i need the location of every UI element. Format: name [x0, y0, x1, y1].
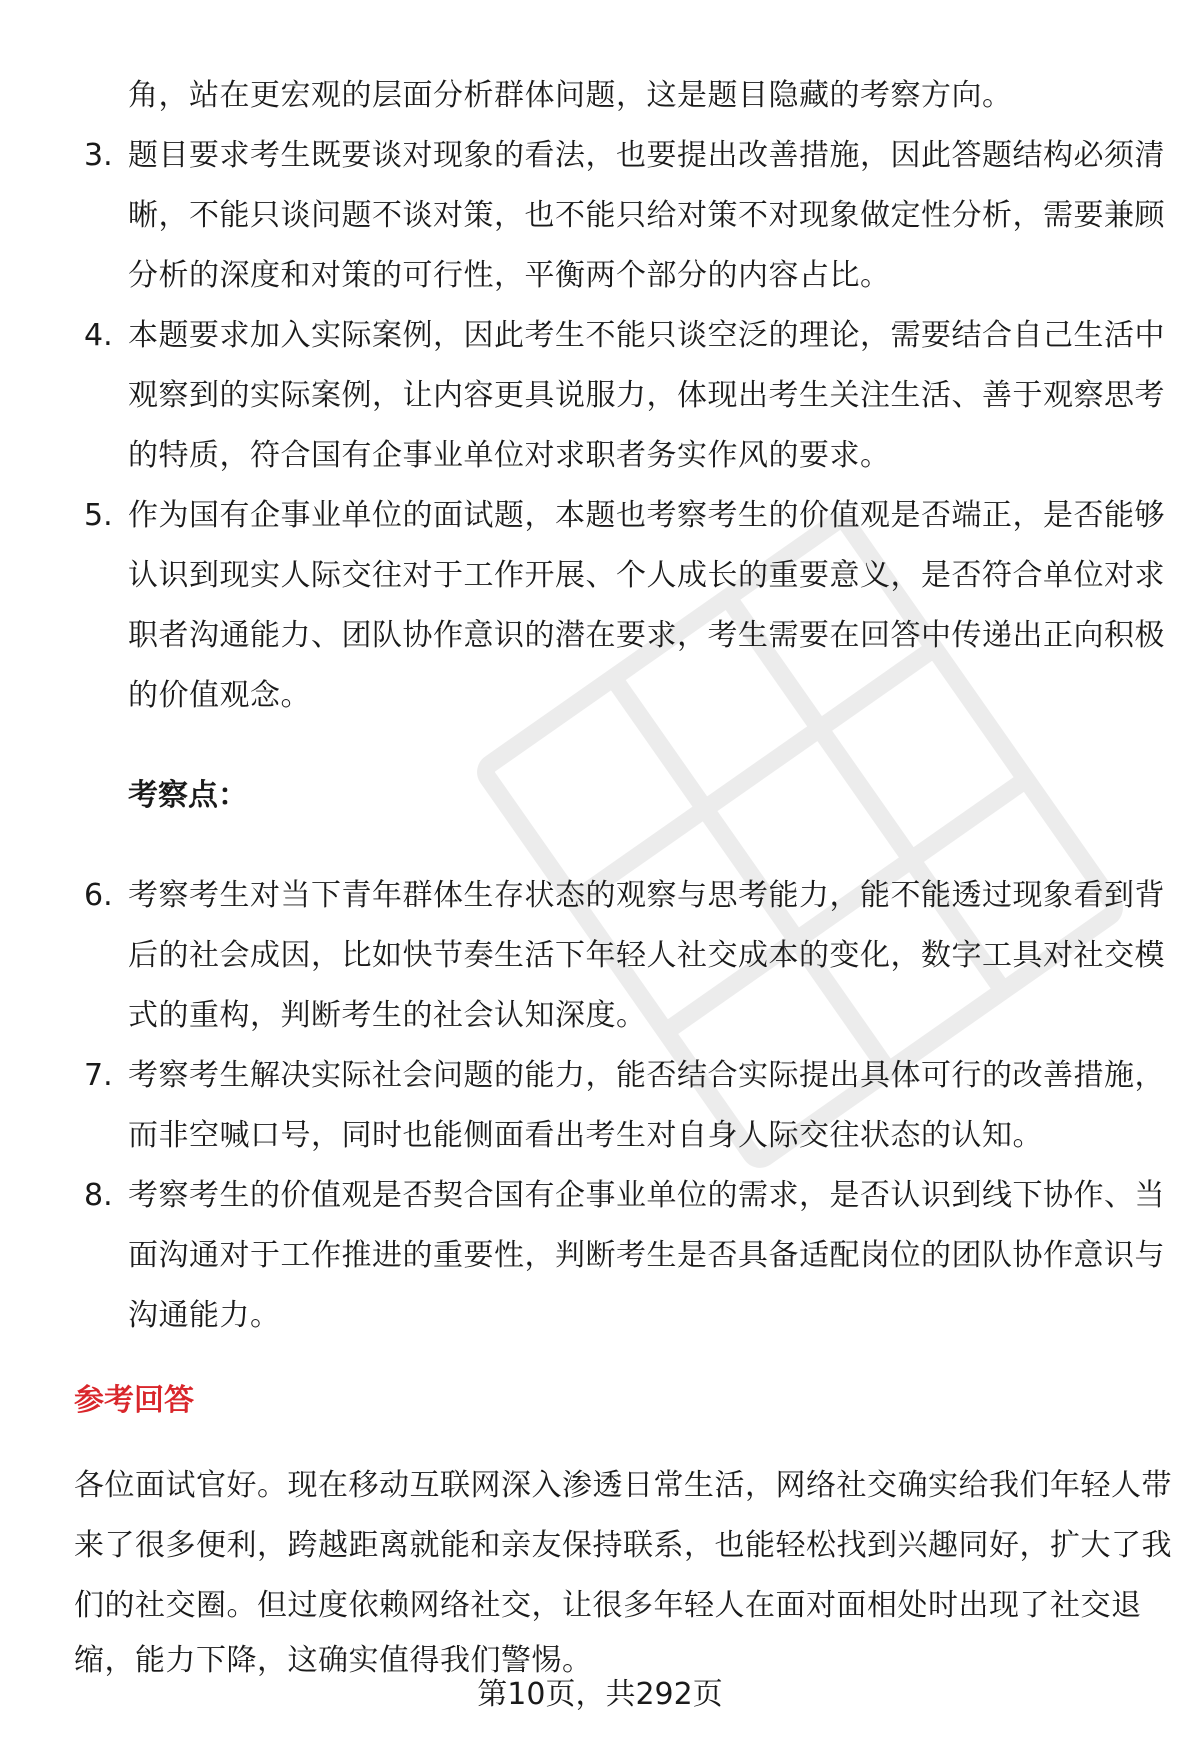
list-item-line: 晰，不能只谈问题不谈对策，也不能只给对策不对现象做定性分析，需要兼顾 — [128, 198, 1165, 233]
list-item-line: 考察考生对当下青年群体生存状态的观察与思考能力，能不能透过现象看到背 — [128, 878, 1165, 913]
page-footer: 第10页，共292页 — [477, 1677, 723, 1712]
list-item-line: 式的重构，判断考生的社会认知深度。 — [128, 998, 647, 1033]
list-item-line: 的价值观念。 — [128, 678, 311, 713]
list-item-line: 观察到的实际案例，让内容更具说服力，体现出考生关注生活、善于观察思考 — [128, 378, 1165, 413]
list-number: 8. — [84, 1178, 113, 1213]
list-item-line: 认识到现实人际交往对于工作开展、个人成长的重要意义，是否符合单位对求 — [128, 558, 1165, 593]
list-item-line: 考察考生解决实际社会问题的能力，能否结合实际提出具体可行的改善措施， — [128, 1058, 1165, 1093]
list-item-line: 而非空喊口号，同时也能侧面看出考生对自身人际交往状态的认知。 — [128, 1118, 1043, 1153]
list-number: 7. — [84, 1058, 113, 1093]
section-heading-points: 考察点： — [128, 778, 248, 813]
list-number: 3. — [84, 138, 113, 173]
list-item-line: 沟通能力。 — [128, 1298, 281, 1333]
list-number: 5. — [84, 498, 113, 533]
list-item-line: 本题要求加入实际案例，因此考生不能只谈空泛的理论，需要结合自己生活中 — [128, 318, 1165, 353]
list-item-line: 考察考生的价值观是否契合国有企事业单位的需求，是否认识到线下协作、当 — [128, 1178, 1165, 1213]
list-item-line: 的特质，符合国有企事业单位对求职者务实作风的要求。 — [128, 438, 891, 473]
answer-line: 各位面试官好。现在移动互联网深入渗透日常生活，网络社交确实给我们年轻人带 — [74, 1468, 1172, 1503]
list-item-line: 题目要求考生既要谈对现象的看法，也要提出改善措施，因此答题结构必须清 — [128, 138, 1165, 173]
list-item-line: 分析的深度和对策的可行性，平衡两个部分的内容占比。 — [128, 258, 891, 293]
list-item-line: 后的社会成因，比如快节奏生活下年轻人社交成本的变化，数字工具对社交模 — [128, 938, 1165, 973]
list-number: 6. — [84, 878, 113, 913]
list-number: 4. — [84, 318, 113, 353]
section-heading-answer: 参考回答 — [74, 1383, 194, 1418]
answer-line: 缩，能力下降，这确实值得我们警惕。 — [74, 1643, 593, 1678]
list-item-line: 作为国有企事业单位的面试题，本题也考察考生的价值观是否端正，是否能够 — [128, 498, 1165, 533]
answer-line: 们的社交圈。但过度依赖网络社交，让很多年轻人在面对面相处时出现了社交退 — [74, 1588, 1142, 1623]
list-item-line: 面沟通对于工作推进的重要性，判断考生是否具备适配岗位的团队协作意识与 — [128, 1238, 1165, 1273]
answer-line: 来了很多便利，跨越距离就能和亲友保持联系，也能轻松找到兴趣同好，扩大了我 — [74, 1528, 1172, 1563]
intro-tail-line: 角，站在更宏观的层面分析群体问题，这是题目隐藏的考察方向。 — [128, 78, 1013, 113]
list-item-line: 职者沟通能力、团队协作意识的潜在要求，考生需要在回答中传递出正向积极 — [128, 618, 1165, 653]
